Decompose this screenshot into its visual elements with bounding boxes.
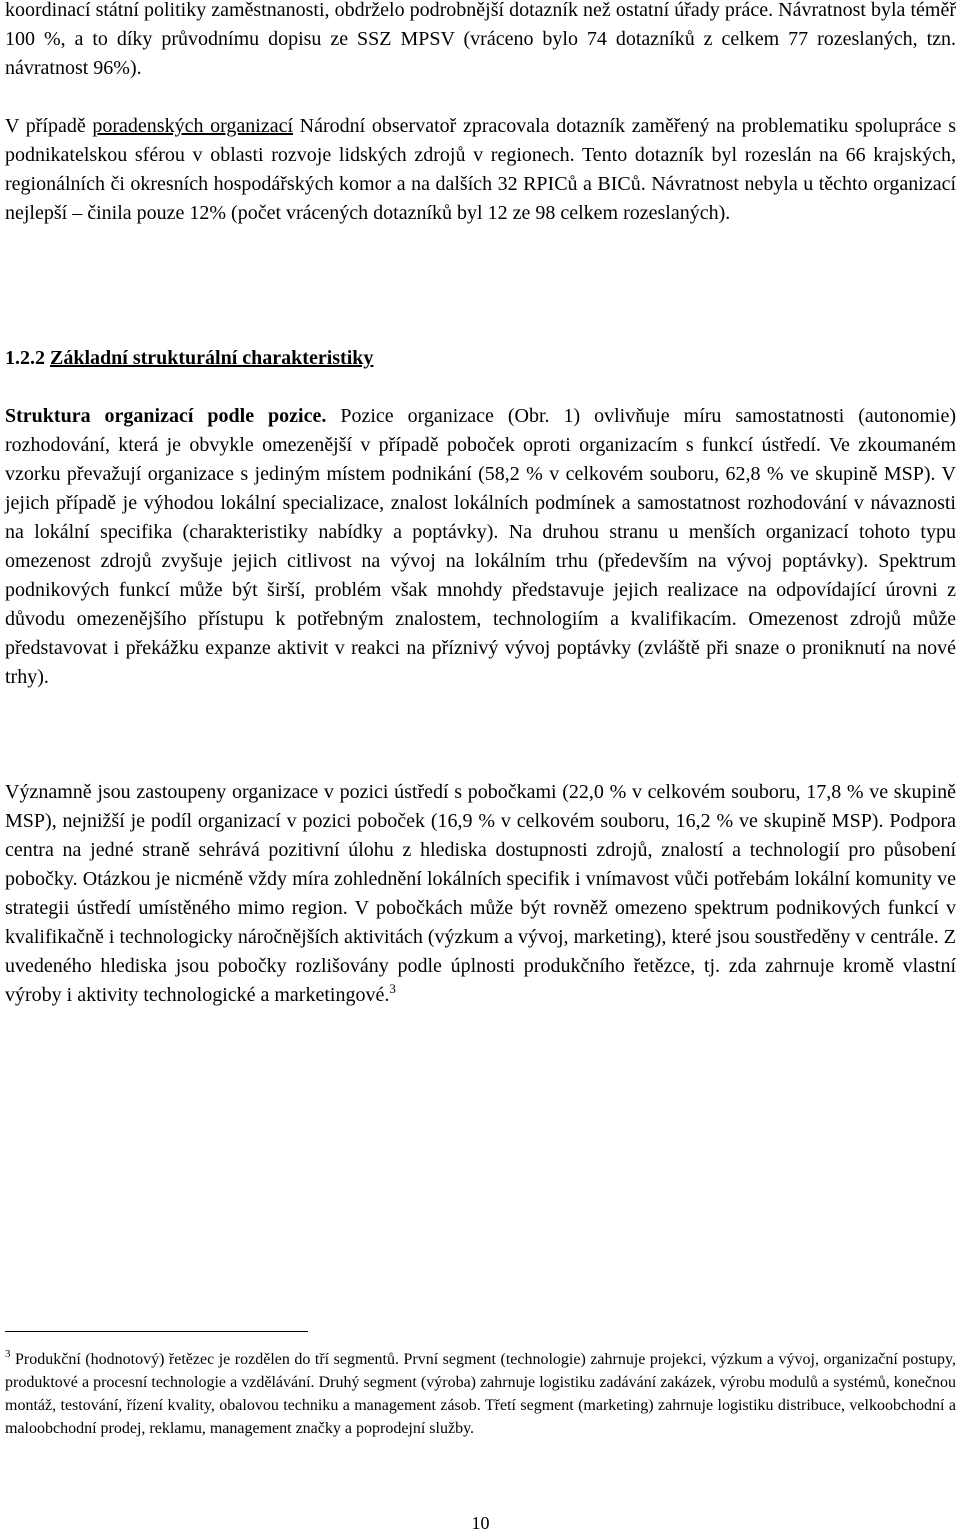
footnote <box>5 1348 956 1440</box>
paragraph-headquarters-branches <box>5 778 956 1010</box>
footnote-reference[interactable]: 3 <box>389 981 396 996</box>
footnote-separator <box>5 1331 308 1332</box>
section-heading <box>5 344 956 373</box>
paragraph-bold-lead: Struktura organizací podle pozice. <box>5 405 327 427</box>
paragraph-body: Pozice organizace (Obr. 1) ovlivňuje míru samostatnosti (autonomie) rozhodování, která je obvykle omezenější v případě poboček oproti organizacím s funkcí ústředí. Ve zkoumaném vzorku převažují organizace s jediným místem podnikání (58,2 % v celkovém souboru, 62,8 % ve skupině MSP). V jejich případě je výhodou lokální specializace, znalost lokálních podmínek a samostatnost rozhodování v návaznosti na lokální specifika (charakteristiky nabídky a poptávky). Na druhou stranu u menších organizací tohoto typu omezenost zdrojů zvyšuje jejich citlivost na vývoj na lokálním trhu (především na vývoj poptávky). Spektrum podnikových funkcí může být širší, problém však mnohdy představuje jejich realizace na odpovídající úrovni z důvodu omezenějšího přístupu k potřebným znalostem, technologiím a kvalifikacím. Omezenost zdrojů může představovat i překážku expanze aktivit v reakci na příznivý vývoj poptávky (zvláště při snaze o proniknutí na nové trhy). <box>5 405 956 688</box>
section-title: Základní strukturální charakteristiky <box>50 347 374 369</box>
paragraph-body: Národní observatoř zpracovala dotazník zaměřený na problematiku spolupráce s podnikatelskou sférou v oblasti rozvoje lidských zdrojů v regionech. Tento dotazník byl rozeslán na 66 krajských, regionálních či okresních hospodářských komor a na dalších 32 RPICů a BICů. Návratnost nebyla u těchto organizací nejlepší – činila pouze 12% (počet vrácených dotazníků byl 12 ze 98 celkem rozeslaných). <box>5 115 957 224</box>
paragraph-structure-by-position <box>5 402 956 692</box>
underlined-term: poradenských organizací <box>92 115 294 137</box>
section-number: 1.2.2 <box>5 347 45 369</box>
paragraph-labour-offices: koordinací státní politiky zaměstnanosti, obdrželo podrobnější dotazník než ostatní úřady práce. Návratnost byla téměř 100 %, a to díky průvodnímu dopisu ze SSZ MPSV (vráceno bylo 74 dotazníků z celkem 77 rozeslaných, tzn. návratnost 96%). <box>5 0 956 79</box>
paragraph-lead: V případě <box>5 115 93 137</box>
page-number: 10 <box>471 1513 490 1533</box>
paragraph-consulting-organizations <box>5 112 956 228</box>
paragraph-body: Významně jsou zastoupeny organizace v pozici ústředí s pobočkami (22,0 % v celkovém souboru, 17,8 % ve skupině MSP), nejnižší je podíl organizací v pozici poboček (16,9 % v celkovém souboru, 16,2 % ve skupině MSP). Podpora centra na jedné straně sehrává pozitivní úlohu z hlediska dostupnosti zdrojů, znalostí a technologií pro působení pobočky. Otázkou je nicméně vždy míra zohlednění lokálních specifik i vnímavost vůči potřebám lokální komunity ve strategii ústředí umístěného mimo region. V pobočkách může být rovněž omezeno spektrum podnikových funkcí v kvalifikačně i technologicky náročnějších aktivitách (výzkum a vývoj, marketing), které jsou soustředěny v centrále. Z uvedeného hlediska jsou pobočky rozlišovány podle úplnosti produkčního řetězce, tj. zda zahrnuje kromě vlastní výroby i aktivity technologické a marketingové. <box>5 781 956 1006</box>
footnote-marker: 3 <box>5 1348 11 1360</box>
footnote-text: Produkční (hodnotový) řetězec je rozdělen do tří segmentů. První segment (technologie) zahrnuje projekci, výzkum a vývoj, organizační postupy, produktové a procesní technologie a vzdělávání. Druhý segment (výroba) zahrnuje logistiku zadávání zakázek, výrobu modulů a systémů, konečnou montáž, testování, řízení kvality, obalovou techniku a management zásob. Třetí segment (marketing) zahrnuje logistiku distribuce, velkoobchodní a maloobchodní prodej, reklamu, management značky a poprodejní služby. <box>5 1351 956 1437</box>
